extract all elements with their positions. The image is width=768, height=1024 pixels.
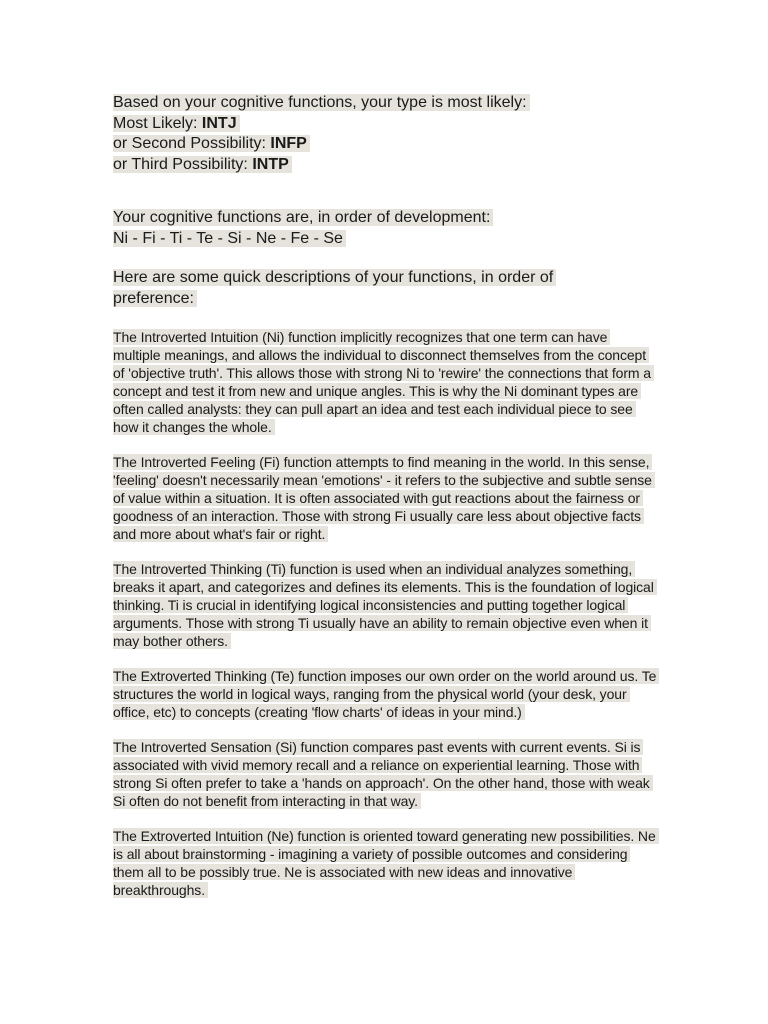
function-order-section <box>113 208 658 249</box>
second-possibility-type: INFP <box>270 135 307 152</box>
result-third-possibility <box>113 155 658 176</box>
description-te: The Extroverted Thinking (Te) function imposes our own order on the world around us. Te structures the world in logical ways, ranging from the physical world (your desk, your office, etc) to concepts (creating 'flow charts' of ideas in your mind.) <box>113 667 658 721</box>
result-second-possibility <box>113 134 658 155</box>
type-result-section <box>113 93 658 175</box>
function-order-heading: Your cognitive functions are, in order of development: <box>113 208 658 229</box>
result-most-likely <box>113 114 658 135</box>
third-possibility-type: INTP <box>252 155 289 173</box>
most-likely-label: Most Likely: <box>113 114 202 132</box>
function-descriptions <box>113 328 658 899</box>
description-ti: The Introverted Thinking (Ti) function is used when an individual analyzes something, breaks it apart, and categorizes and defines its elements. This is the foundation of logical thinking. Ti is crucial in identifying logical inconsistencies and putting together logical arguments. Those with strong Ti usually have an ability to remain objective even when it may bother others. <box>113 560 658 650</box>
result-intro: Based on your cognitive functions, your type is most likely: <box>113 93 658 114</box>
preference-section <box>113 268 658 309</box>
most-likely-type: INTJ <box>201 114 237 132</box>
description-ne: The Extroverted Intuition (Ne) function is oriented toward generating new possibilities. Ne is all about brainstorming - imagining a variety of possible outcomes and considering them all to be possibly true. Ne is associated with new ideas and innovative breakthroughs. <box>113 827 658 899</box>
document-page <box>113 93 658 916</box>
description-si: The Introverted Sensation (Si) function compares past events with current events. Si is associated with vivid memory recall and a reliance on experiential learning. Those with strong Si often prefer to take a 'hands on approach'. On the other hand, those with weak Si often do not benefit from interacting in that way. <box>113 738 658 810</box>
second-possibility-label: or Second Possibility: <box>113 135 271 152</box>
description-ni: The Introverted Intuition (Ni) function implicitly recognizes that one term can have multiple meanings, and allows the individual to disconnect themselves from the concept of 'objective truth'. This allows those with strong Ni to 'rewire' the connections that form a concept and test it from new and unique angles. This is why the Ni dominant types are often called analysts: they can pull apart an idea and test each individual piece to see how it changes the whole. <box>113 328 658 436</box>
function-order-sequence: Ni - Fi - Ti - Te - Si - Ne - Fe - Se <box>113 229 658 250</box>
description-fi: The Introverted Feeling (Fi) function attempts to find meaning in the world. In this sense, 'feeling' doesn't necessarily mean 'emotions' - it refers to the subjective and subtle sense of value within a situation. It is often associated with gut reactions about the fairness or goodness of an interaction. Those with strong Fi usually care less about objective facts and more about what's fair or right. <box>113 453 658 543</box>
preference-heading: Here are some quick descriptions of your functions, in order of preference: <box>113 268 658 309</box>
third-possibility-label: or Third Possibility: <box>113 155 253 173</box>
